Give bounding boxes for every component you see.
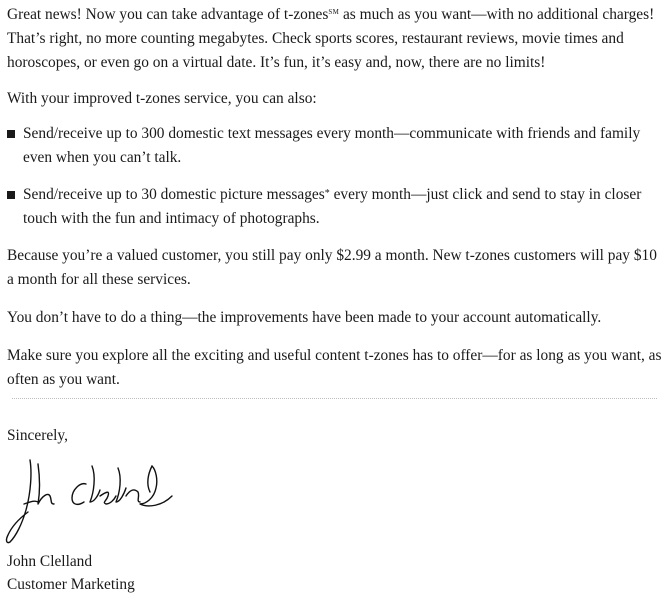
signature-image xyxy=(2,452,177,547)
intro-text-end: as much as you want—with no additional charges! That’s right, no more counting megabytes. Check sports scores, restaurant reviews, movie times and horoscopes, or even go on a virtual date. It’s fun, it’s easy and, now, there are no limits! xyxy=(7,6,655,71)
intro-text-start: Great news! Now you can take advantage of t-zones xyxy=(7,6,329,23)
service-mark: SM xyxy=(328,8,340,16)
bullet-square-icon xyxy=(7,130,15,138)
dotted-divider xyxy=(12,398,657,399)
bullet-text-messages xyxy=(7,122,662,170)
bullet-picture-messages xyxy=(7,183,662,231)
intro-paragraph xyxy=(7,3,662,75)
bullet-text-start: Send/receive up to 30 domestic picture messages xyxy=(23,186,325,203)
signer-department: Customer Marketing xyxy=(7,576,135,593)
bullet-text: Send/receive up to 300 domestic text messages every month—communicate with friends and family even when you can’t talk. xyxy=(23,125,641,166)
bullet-square-icon xyxy=(7,191,15,199)
explore-paragraph: Make sure you explore all the exciting and useful content t-zones has to offer—for as long as you want, as often as you want. xyxy=(7,347,662,388)
signer-name: John Clelland xyxy=(7,553,93,570)
bullet-text-end: every month—just click and send to stay in closer touch with the fun and intimacy of photographs. xyxy=(23,186,642,227)
closing: Sincerely, xyxy=(7,427,68,444)
price-paragraph: Because you’re a valued customer, you still pay only $2.99 a month. New t-zones customers will pay $10 a month for all these services. xyxy=(7,247,657,288)
lead-in-paragraph: With your improved t-zones service, you can also: xyxy=(7,90,317,107)
letter-body xyxy=(7,3,662,392)
automatic-paragraph: You don’t have to do a thing—the improvements have been made to your account automatically. xyxy=(7,309,602,326)
footnote-asterisk: * xyxy=(324,188,330,199)
